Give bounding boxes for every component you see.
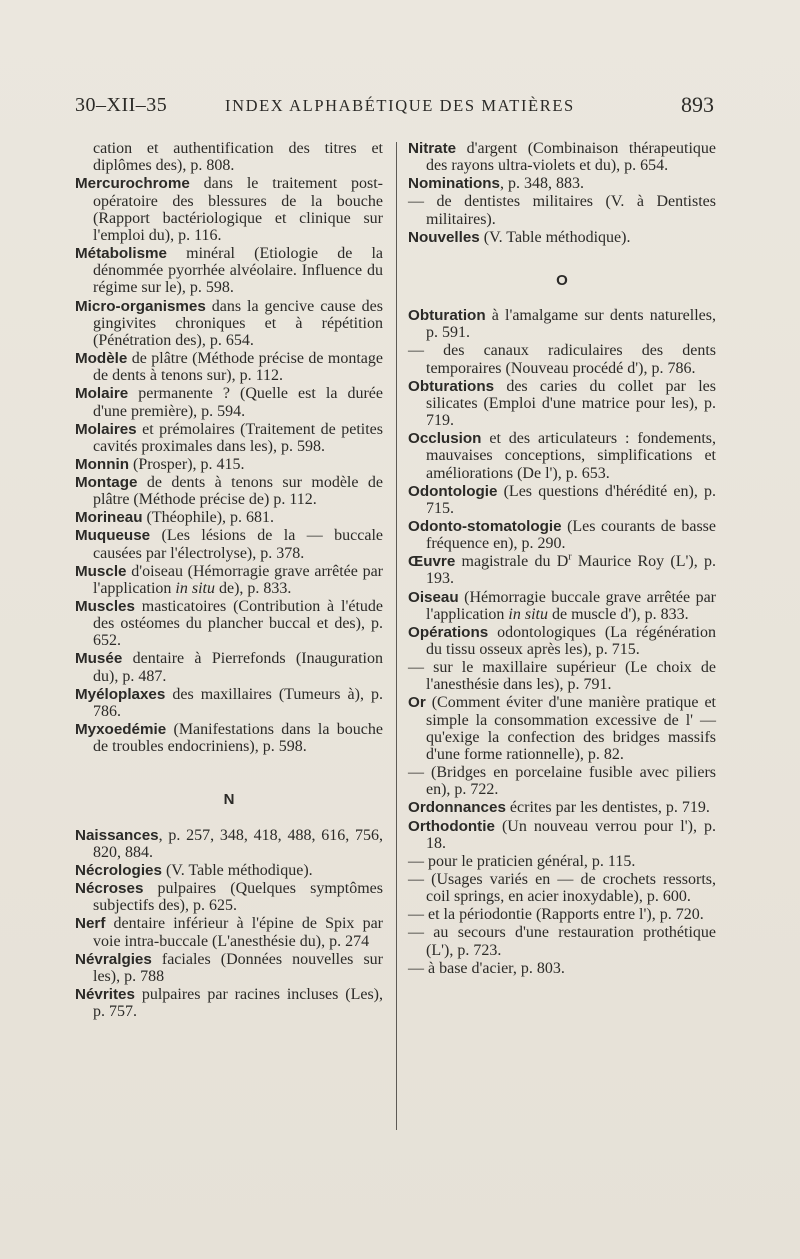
entry-keyword: Monnin: [75, 455, 129, 473]
entry-text: des caries du collet par les silicates (Emploi d'une matrice pour les), p. 719.: [426, 377, 716, 430]
entry-text: de plâtre (Méthode précise de montage de dents à tenons sur), p. 112.: [93, 350, 383, 385]
entry-text: (Les questions d'hérédité en), p. 715.: [426, 482, 716, 517]
entry-keyword: Nécroses: [75, 880, 144, 898]
entry-superscript: r: [568, 551, 572, 563]
header-title: INDEX ALPHABÉTIQUE DES MATIÈRES: [225, 96, 575, 115]
entry-text: dentaire inférieur à l'épine de Spix par voie intra-buccale (L'anesthésie du), p. 274: [93, 915, 383, 950]
entry-text: écrites par les dentistes, p. 719.: [505, 799, 710, 817]
entry-text: , p. 348, 883.: [499, 175, 584, 193]
index-entry: [75, 862, 383, 879]
index-entry: [408, 924, 716, 958]
index-entry: [408, 799, 716, 816]
entry-keyword: Or: [408, 694, 426, 712]
entry-keyword: Modèle: [75, 350, 128, 367]
entry-keyword: Nécrologies: [75, 861, 162, 879]
index-entry: [75, 563, 383, 597]
section-heading-n: N: [223, 791, 235, 809]
entry-text: — à base d'acier, p. 803.: [408, 959, 565, 977]
index-entry: [408, 906, 716, 923]
entry-text: — de dentistes militaires (V. à Dentistes militaires).: [408, 193, 716, 228]
entry-keyword: Obturations: [408, 377, 495, 395]
entry-text: et prémolaires (Traitement de petites cavités proximales dans les), p. 598.: [93, 420, 383, 455]
index-entry: [75, 509, 383, 526]
entry-keyword: Métabolisme: [75, 245, 167, 262]
entry-text: dans le traitement post-opératoire des blessures de la bouche (Rapport bactériologique et clinique sur l'emploi du), p. 116.: [93, 175, 383, 244]
entry-keyword: Orthodontie: [408, 817, 495, 835]
entry-text: magistrale du D: [455, 553, 569, 571]
index-entry: [75, 385, 383, 419]
index-entry: [408, 871, 716, 905]
index-entry: [75, 298, 383, 350]
entry-keyword: Myxoedémie: [75, 721, 167, 739]
entry-text: d'oiseau (Hémorragie grave arrêtée par l'application: [93, 562, 383, 597]
entry-keyword: Molaires: [75, 420, 137, 438]
index-entry: [408, 193, 716, 227]
entry-text: Maurice Roy (L'), p. 193.: [426, 553, 716, 588]
entry-keyword: Odontologie: [408, 482, 498, 500]
entry-keyword: Obturation: [408, 307, 486, 325]
entry-keyword: Muscle: [75, 562, 127, 580]
entry-text: masticatoires (Contribution à l'étude des ostéomes du plancher buccal et des), p. 652.: [93, 597, 383, 650]
entry-text: et des articulateurs : fondements, mauvaises conceptions, simplifications et améliorations (De l'), p. 653.: [426, 430, 716, 482]
index-entry: [75, 175, 383, 244]
entry-keyword: Muqueuse: [75, 527, 151, 545]
entry-text: — des canaux radiculaires des dents temporaires (Nouveau procédé d'), p. 786.: [408, 342, 716, 377]
entry-text: (V. Table méthodique).: [479, 228, 631, 246]
entry-text: pulpaires (Quelques symptômes subjectifs des), p. 625.: [93, 880, 383, 915]
entry-text: de muscle d'), p. 833.: [547, 605, 689, 623]
index-entry: [75, 986, 383, 1020]
entry-keyword: Nitrate: [408, 140, 457, 157]
index-entry: [408, 853, 716, 870]
index-entry: [408, 307, 716, 341]
header-date: 30–XII–35: [75, 94, 168, 116]
entry-keyword: Odonto-stomatologie: [408, 517, 562, 535]
index-entry: [408, 430, 716, 482]
entry-text: faciales (Données nouvelles sur les), p. 788: [93, 950, 383, 985]
entry-keyword: Ordonnances: [408, 799, 506, 817]
index-entry: [408, 140, 716, 174]
entry-text: — au secours d'une restauration prothétique (L'), p. 723.: [408, 924, 716, 959]
page-number: 893: [681, 92, 714, 117]
index-entry: [408, 342, 716, 376]
entry-text: — (Bridges en porcelaine fusible avec piliers en), p. 722.: [408, 764, 716, 799]
entry-keyword: Myéloplaxes: [75, 685, 166, 703]
entry-keyword: Névrites: [75, 985, 135, 1003]
entry-keyword: Nerf: [75, 915, 106, 933]
entry-text: dentaire à Pierrefonds (Inauguration du), p. 487.: [93, 650, 383, 685]
entry-keyword: Muscles: [75, 597, 135, 615]
entry-text: (Les courants de basse fréquence en), p. 290.: [426, 517, 716, 553]
entry-text: (V. Table méthodique).: [161, 861, 313, 879]
index-entry: [408, 175, 716, 192]
index-entry: [408, 764, 716, 798]
index-entry: [408, 589, 716, 623]
index-entry: [408, 378, 716, 430]
entry-keyword: Micro-organismes: [75, 297, 206, 315]
entry-text: dans la gencive cause des gingivites chroniques et à répétition (Pénétration des), p. 654.: [93, 297, 383, 349]
index-entry: [75, 686, 383, 720]
index-entry: [408, 659, 716, 693]
entry-keyword: Occlusion: [408, 430, 482, 448]
index-entry: [408, 518, 716, 552]
index-entry: [408, 960, 716, 977]
entry-keyword: Œuvre: [408, 553, 456, 571]
continuation-entry: cation et authentification des titres et diplômes des), p. 808.: [93, 140, 383, 175]
entry-text: (Hémorragie buccale grave arrêtée par l'application: [426, 588, 716, 623]
entry-keyword: Montage: [75, 473, 138, 491]
column-divider: [396, 142, 397, 1130]
entry-text: permanente ? (Quelle est la durée d'une première), p. 594.: [93, 385, 383, 420]
entry-text: (Prosper), p. 415.: [128, 455, 245, 473]
entry-keyword: Morineau: [75, 509, 143, 527]
index-entry: [75, 421, 383, 455]
entry-text: (Un nouveau verrou pour l'), p. 18.: [426, 817, 716, 852]
entry-italic: in situ: [508, 605, 548, 623]
entry-text: — (Usages variés en — de crochets ressorts, coil springs, en acier inoxydable), p. 600.: [408, 870, 716, 906]
entry-text: de), p. 833.: [214, 579, 292, 597]
index-entry: [75, 915, 383, 949]
entry-text: — et la périodontie (Rapports entre l'), p. 720.: [408, 906, 704, 924]
entry-keyword: Opérations: [408, 623, 489, 641]
page-header: [75, 90, 720, 120]
index-entry: [408, 818, 716, 852]
entry-text: (Les lésions de la — buccale causées par l'électrolyse), p. 378.: [93, 527, 383, 562]
entry-keyword: Molaire: [75, 385, 129, 403]
entry-text: — sur le maxillaire supérieur (Le choix de l'anesthésie dans les), p. 791.: [408, 659, 716, 694]
right-column: [408, 140, 716, 978]
entry-keyword: Oiseau: [408, 588, 459, 606]
entry-text: , p. 257, 348, 418, 488, 616, 756, 820, 884.: [93, 826, 383, 861]
entry-text: — pour le praticien général, p. 115.: [408, 852, 636, 870]
index-entry: [75, 650, 383, 684]
entry-keyword: Nominations: [408, 175, 500, 193]
entry-text: (Théophile), p. 681.: [142, 509, 275, 527]
index-entry: [75, 827, 383, 861]
index-entry: [408, 229, 716, 246]
entry-text: de dents à tenons sur modèle de plâtre (Méthode précise de) p. 112.: [93, 473, 383, 509]
entry-text: d'argent (Combinaison thérapeutique des rayons ultra-violets et du), p. 654.: [426, 140, 716, 175]
entry-keyword: Névralgies: [75, 950, 152, 968]
entry-text: odontologiques (La régénération du tissu osseux après les), p. 715.: [426, 623, 716, 659]
entry-text: minéral (Etiologie de la dénommée pyorrhée alvéolaire. Influence du régime sur le), p. 598.: [93, 245, 383, 297]
index-entry: [75, 527, 383, 561]
index-entry: [75, 951, 383, 985]
entry-keyword: Naissances: [75, 826, 159, 844]
index-entry: [408, 553, 716, 587]
index-entry: [75, 245, 383, 297]
entry-keyword: Mercurochrome: [75, 175, 190, 193]
entry-text: (Comment éviter d'une manière pratique et simple la consommation excessive de l' — qu'exige la confection des bridges massifs d'une forme rationnelle), p. 82.: [425, 694, 716, 764]
index-entry: [408, 483, 716, 517]
section-heading-o: O: [556, 271, 568, 289]
index-entry: [75, 350, 383, 384]
index-entry: [75, 456, 383, 473]
index-entry: [408, 624, 716, 658]
index-entry: [75, 721, 383, 755]
index-entry: [75, 880, 383, 914]
entry-text: pulpaires par racines incluses (Les), p. 757.: [93, 985, 383, 1021]
entry-text: (Manifestations dans la bouche de troubles endocriniens), p. 598.: [93, 721, 383, 756]
entry-text: à l'amalgame sur dents naturelles, p. 591.: [426, 307, 716, 342]
index-entry: [75, 598, 383, 650]
entry-text: des maxillaires (Tumeurs à), p. 786.: [93, 685, 383, 720]
left-column: [75, 140, 383, 1021]
entry-keyword: Musée: [75, 650, 123, 668]
entry-keyword: Nouvelles: [408, 228, 480, 246]
entry-italic: in situ: [175, 579, 215, 597]
index-entry: [408, 694, 716, 763]
index-entry: [75, 474, 383, 508]
